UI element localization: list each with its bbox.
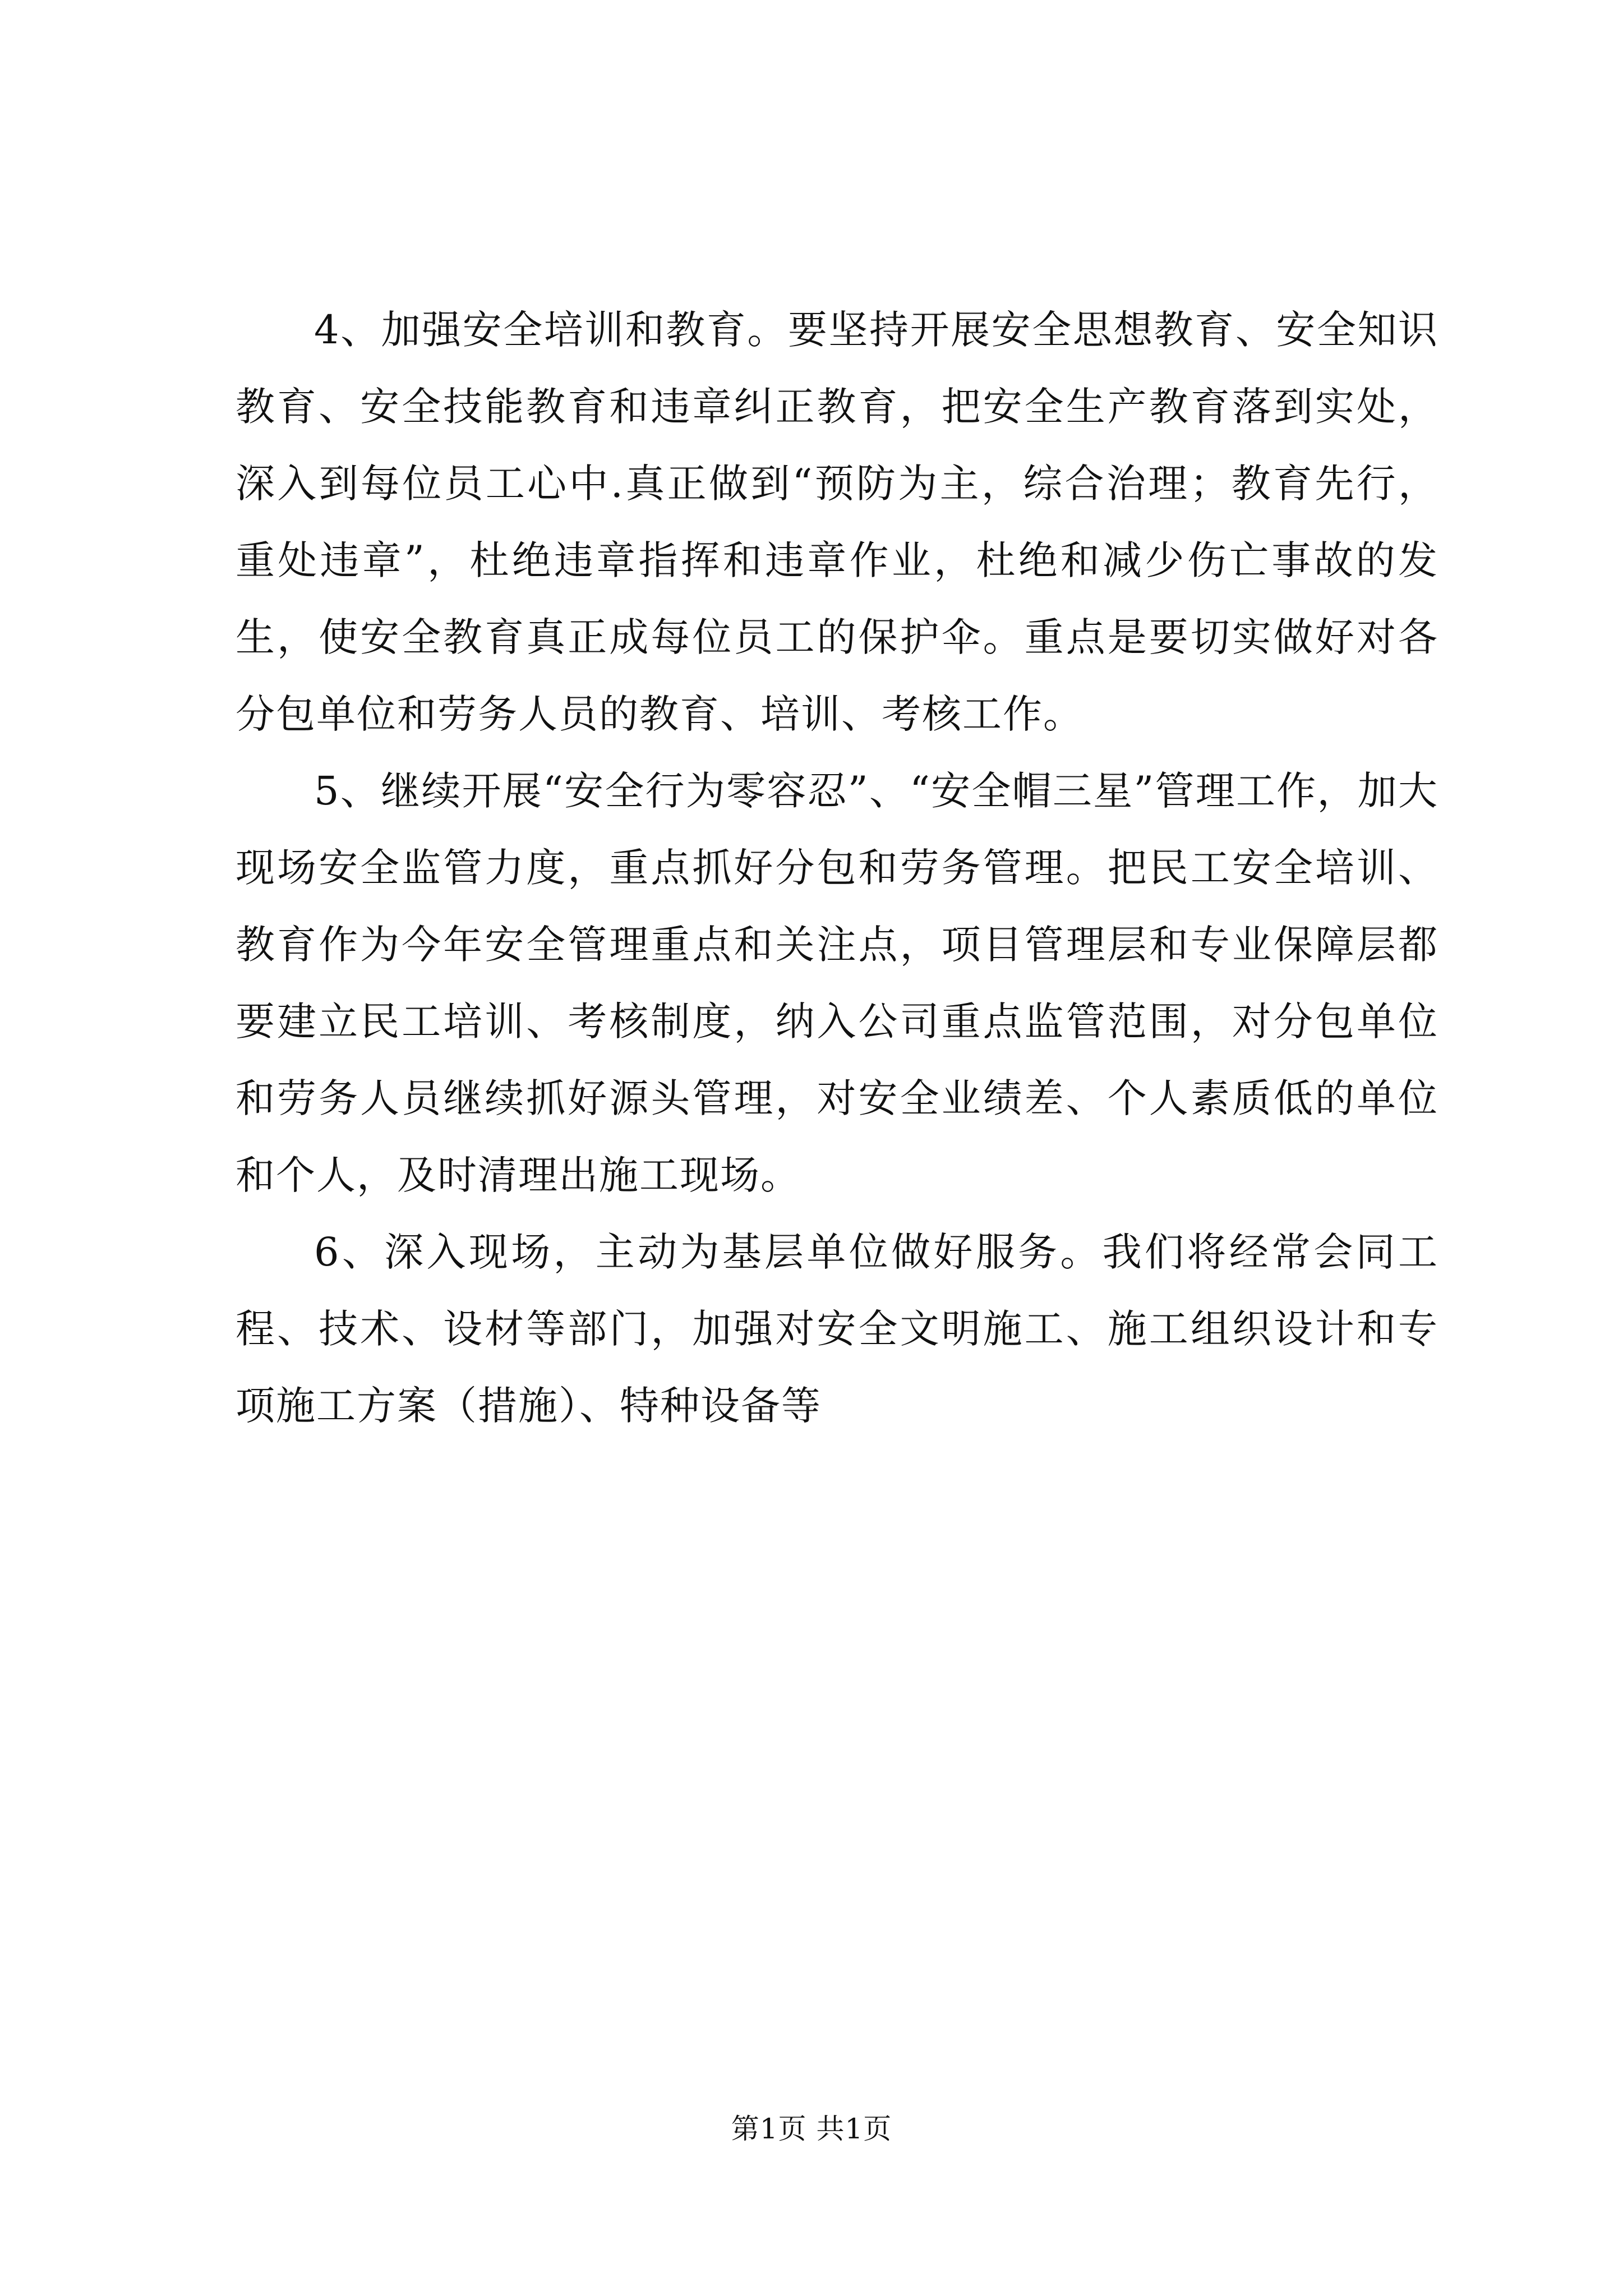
paragraph-4-safety-training: 4、加强安全培训和教育。要坚持开展安全思想教育、安全知识教育、安全技能教育和违章纠正教育，把安全生产教育落到实处，深入到每位员工心中.真正做到“预防为主，综合治理；教育先行，重处违章”，杜绝违章指挥和违章作业，杜绝和减少伤亡事故的发生，使安全教育真正成每位员工的保护伞。重点是要切实做好对各分包单位和劳务人员的教育、培训、考核工作。: [236, 307, 1438, 737]
paragraph-5-zero-tolerance: 5、继续开展“安全行为零容忍”、“安全帽三星”管理工作，加大现场安全监管力度，重点抓好分包和劳务管理。把民工安全培训、教育作为今年安全管理重点和关注点，项目管理层和专业保障层都要建立民工培训、考核制度，纳入公司重点监管范围，对分包单位和劳务人员继续抓好源头管理，对安全业绩差、个人素质低的单位和个人，及时清理出施工现场。: [236, 768, 1438, 1198]
page-number-footer: 第1页 共1页: [731, 2113, 892, 2145]
document-body: [236, 292, 1438, 1444]
paragraph-6-site-service: 6、深入现场，主动为基层单位做好服务。我们将经常会同工程、技术、设材等部门，加强对安全文明施工、施工组织设计和专项施工方案（措施）、特种设备等: [236, 1229, 1438, 1429]
